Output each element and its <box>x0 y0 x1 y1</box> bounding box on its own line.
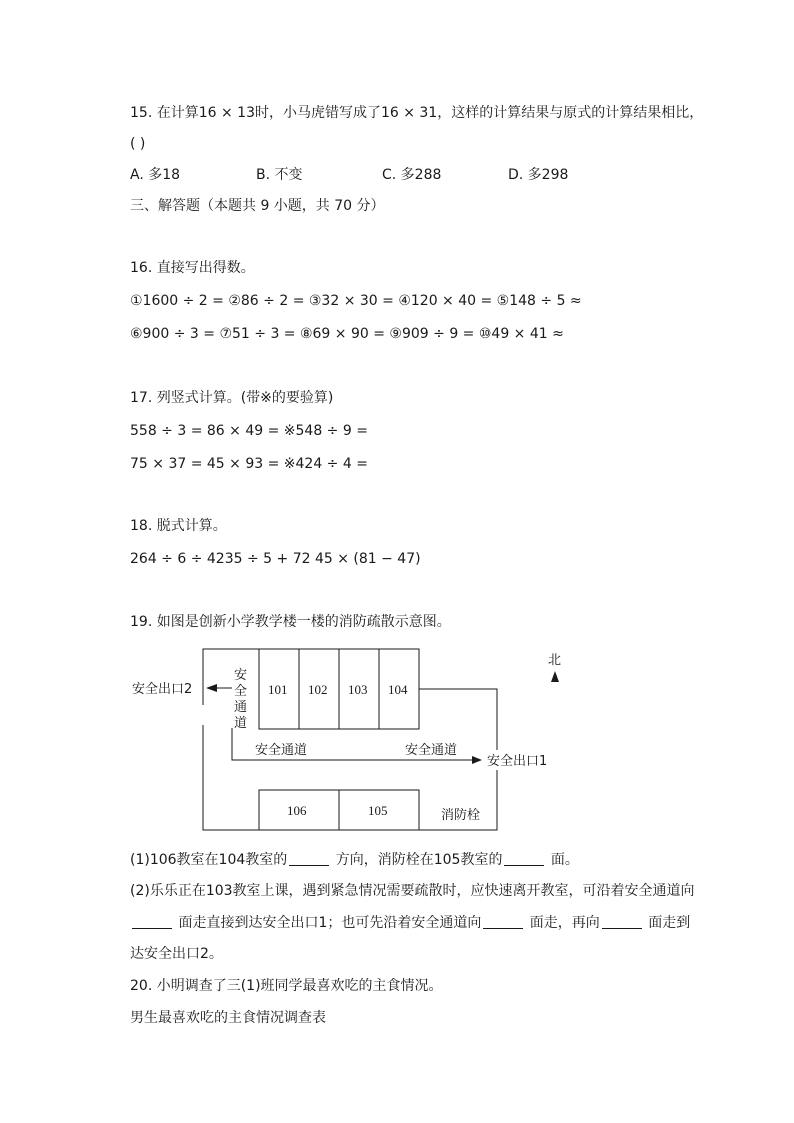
corridor-label-left: 安全通道 <box>255 743 308 758</box>
answer-blank-2[interactable] <box>504 851 544 866</box>
corridor-vertical-char-3: 通 <box>234 700 248 715</box>
q19-stem: 19. 如图是创新小学教学楼一楼的消防疏散示意图。 <box>130 614 451 630</box>
north-label: 北 <box>548 653 562 668</box>
q17-stem: 17. 列竖式计算。(带※的要验算) <box>130 390 334 406</box>
exit1-label: 安全出口1 <box>487 754 548 769</box>
answer-blank-4[interactable] <box>483 914 523 929</box>
q19-sub2-part-b: 面走直接到达安全出口1；也可先沿着安全通道向 <box>174 915 482 931</box>
answer-blank-5[interactable] <box>602 914 642 929</box>
q18-row-1: 264 ÷ 6 ÷ 4235 ÷ 5 + 72 45 × (81 − 47) <box>130 551 421 567</box>
room-105-label: 105 <box>368 803 388 818</box>
q16-row-2: ⑥900 ÷ 3 = ⑦51 ÷ 3 = ⑧69 × 90 = ⑨909 ÷ 9 = ⑩49 × 41 ≈ <box>130 326 564 342</box>
room-102-label: 102 <box>308 682 328 697</box>
q15-option-b: B. 不变 <box>256 167 303 183</box>
q20-table-title: 男生最喜欢吃的主食情况调查表 <box>130 1010 326 1026</box>
q15-option-d: D. 多298 <box>508 167 569 183</box>
building-outline-right <box>419 689 497 750</box>
section-heading: 三、解答题（本题共 9 小题，共 70 分） <box>130 198 385 214</box>
q15-option-a: A. 多18 <box>130 167 181 183</box>
q16-row-1: ①1600 ÷ 2 = ②86 ÷ 2 = ③32 × 30 = ④120 × 40 = ⑤148 ÷ 5 ≈ <box>130 293 582 309</box>
room-103-label: 103 <box>348 682 368 697</box>
q19-sub2-line-1: (2)乐乐正在103教室上课，遇到紧急情况需要疏散时，应快速离开教室，可沿着安全通道向 <box>130 883 695 899</box>
hydrant-label: 消防栓 <box>441 808 481 823</box>
answer-blank-3[interactable] <box>132 914 172 929</box>
room-104-label: 104 <box>388 682 408 697</box>
corridor-vertical-char-4: 道 <box>234 716 248 731</box>
corridor-vertical-char-1: 安 <box>234 668 248 683</box>
answer-blank-1[interactable] <box>289 851 329 866</box>
q17-row-1: 558 ÷ 3 = 86 × 49 = ※548 ÷ 9 = <box>130 423 368 439</box>
q18-stem: 18. 脱式计算。 <box>130 518 227 534</box>
q19-sub2-part-d: 面走到 <box>643 915 691 931</box>
exit2-label: 安全出口2 <box>132 682 193 697</box>
corridor-vertical-char-2: 全 <box>234 684 248 699</box>
q19-sub2-line-2 <box>130 913 690 933</box>
q16-stem: 16. 直接写出得数。 <box>130 260 255 276</box>
q19-sub1-part-b: 方向，消防栓在105教室的 <box>331 852 503 868</box>
q15-stem: 15. 在计算16 × 13时，小马虎错写成了16 × 31，这样的计算结果与原式的计算结果相比， <box>130 105 704 121</box>
room-101-label: 101 <box>268 682 288 697</box>
q15-answer-paren: ( ) <box>130 136 146 152</box>
room-106-label: 106 <box>287 803 307 818</box>
q19-sub2-line-3: 达安全出口2。 <box>130 946 223 962</box>
corridor-label-right: 安全通道 <box>405 743 458 758</box>
q20-stem: 20. 小明调查了三(1)班同学最喜欢吃的主食情况。 <box>130 978 443 994</box>
q15-option-c: C. 多288 <box>382 167 442 183</box>
q19-sub2-part-c: 面走，再向 <box>525 915 600 931</box>
north-arrow-icon <box>551 671 559 682</box>
q19-sub1-part-c: 面。 <box>546 852 579 868</box>
arrow-to-exit2-icon <box>206 684 217 692</box>
building-outline <box>203 649 259 705</box>
arrow-to-exit1-icon <box>472 756 482 764</box>
q19-sub1-part-a: (1)106教室在104教室的 <box>130 852 288 868</box>
q17-row-2: 75 × 37 = 45 × 93 = ※424 ÷ 4 = <box>130 456 368 472</box>
q19-sub1 <box>130 850 579 870</box>
